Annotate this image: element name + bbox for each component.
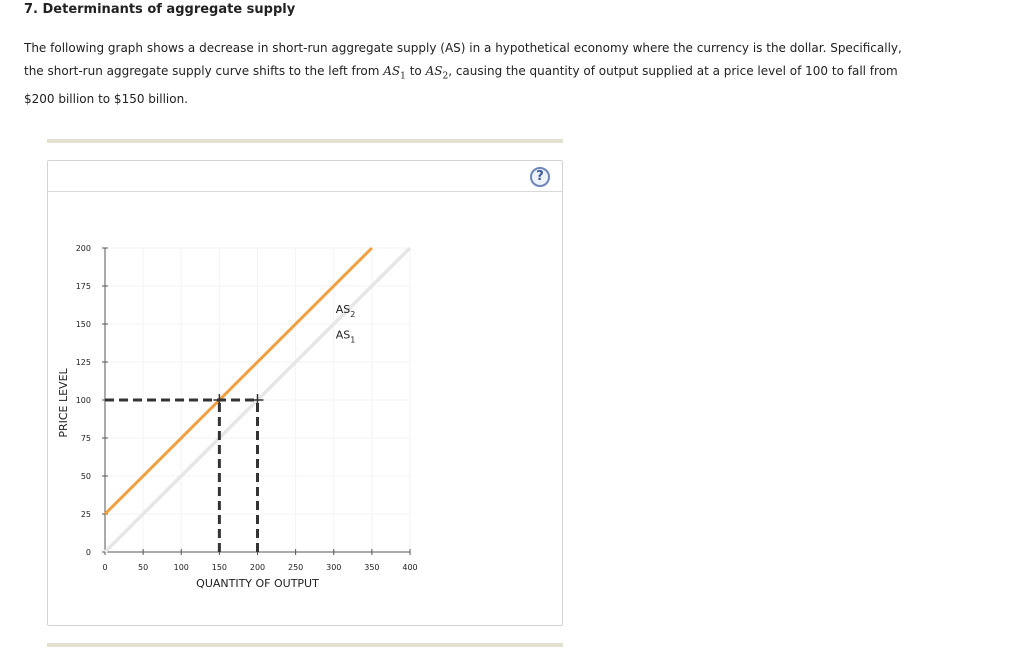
y-tick-label-175: 175: [75, 282, 91, 291]
y-tick-label-125: 125: [75, 358, 91, 367]
y-tick-label-150: 150: [75, 320, 91, 329]
x-tick-label-300: 300: [326, 563, 342, 572]
bottom-divider: [47, 643, 563, 647]
y-tick-label-50: 50: [80, 472, 91, 481]
help-icon[interactable]: ?: [530, 167, 550, 187]
as2-symbol: $AS_2$: [425, 64, 449, 82]
curve-label-as2: $AS_2$: [335, 302, 356, 319]
y-tick-label-75: 75: [80, 434, 91, 443]
x-tick-label-100: 100: [173, 563, 189, 572]
x-tick-label-0: 0: [102, 563, 108, 572]
question-title: 7. Determinants of aggregate supply: [24, 2, 296, 17]
curve-label-as1: $AS_1$: [335, 328, 356, 345]
x-tick-label-150: 150: [211, 563, 228, 572]
x-axis-title: QUANTITY OF OUTPUT: [196, 577, 319, 590]
as2-curve: [105, 248, 372, 514]
question-text-part-3: , causing the quantity of output supplied at a price level of 100 to fall from $200 billion to $150 billion.: [24, 64, 898, 107]
x-tick-label-50: 50: [138, 563, 149, 572]
x-tick-label-350: 350: [364, 563, 380, 572]
y-tick-label-100: 100: [75, 396, 91, 405]
y-tick-label-25: 25: [80, 510, 91, 519]
y-tick-label-200: 200: [75, 244, 91, 253]
y-axis-title: PRICE LEVEL: [57, 368, 70, 438]
as1-symbol: $AS_1$: [383, 64, 406, 82]
x-tick-label-250: 250: [287, 563, 304, 572]
x-tick-label-200: 200: [249, 563, 266, 572]
question-text-part-2: to: [405, 64, 426, 78]
x-tick-label-400: 400: [402, 563, 418, 572]
question-text-part-1: The following graph shows a decrease in short-run aggregate supply (AS) in a hypothetical economy where the currency is the dollar. Specifically, the short-run aggregate supply curve shifts to the left from: [24, 41, 902, 78]
y-tick-label-0: 0: [85, 548, 91, 557]
